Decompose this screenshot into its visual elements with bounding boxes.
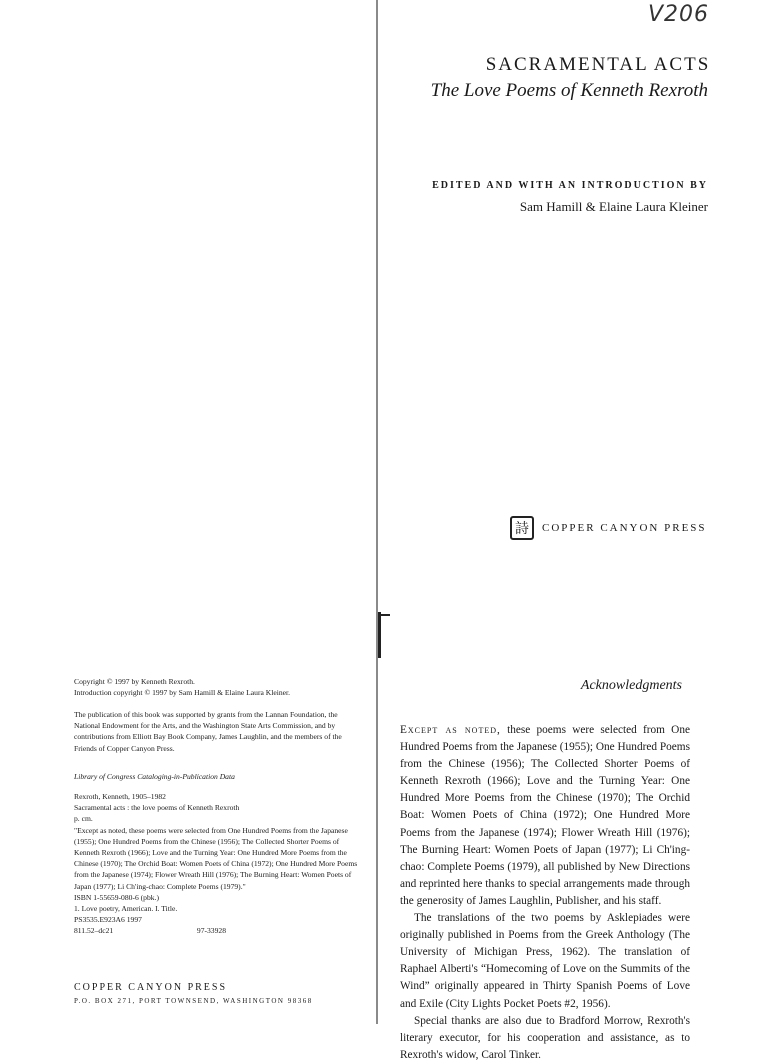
cip-lccn: 97-33928 [196, 926, 226, 936]
introduction-copyright-line: Introduction copyright © 1997 by Sam Hamill & Elaine Laura Kleiner. [74, 688, 291, 698]
handwritten-note: V206 [648, 2, 710, 27]
press-name: COPPER CANYON PRESS [74, 982, 228, 993]
edited-by-label: EDITED AND WITH AN INTRODUCTION BY [432, 180, 708, 191]
cip-heading: Library of Congress Cataloging-in-Publication Data [74, 772, 235, 781]
cip-subjects: 1. Love poetry, American. I. Title. [74, 904, 178, 914]
cip-author: Rexroth, Kenneth, 1905–1982 [74, 792, 166, 801]
editors-names: Sam Hamill & Elaine Laura Kleiner [519, 199, 708, 214]
acknowledgments-paragraph: Special thanks are also due to Bradford Morrow, Rexroth's literary executor, for his cooperation and assistance, as to Rexroth's widow, Carol Tinker. [400, 1014, 690, 1061]
cip-record [74, 791, 364, 937]
support-text: The publication of this book was supported by grants from the Lannan Foundation, the National Endowment for the Arts, and the Washington State Arts Commission, and by contributions from Elliott Bay Book Company, James Laughlin, and the members of the Friends of Copper Canyon Press. [74, 710, 342, 753]
cip-pcm: p. cm. [74, 814, 93, 824]
book-title: SACRAMENTAL ACTS [485, 54, 711, 75]
press-address: P.O. BOX 271, PORT TOWNSEND, WASHINGTON 98368 [74, 997, 313, 1005]
acknowledgments-paragraph: The translations of the two poems by Asklepiades were originally published in Poems from the Greek Anthology (The University of Michigan Press, 1962). The translation of Raphael Alberti's “Homecoming of Love on the Summits of the Wind” originally appeared in Thirty Spanish Poems of Love and Exile (City Lights Pocket Poets #2, 1956). [400, 912, 690, 1010]
cip-title: Sacramental acts : the love poems of Kenneth Rexroth [74, 803, 240, 813]
acknowledgments-body [400, 722, 690, 1064]
copyright-line: Copyright © 1997 by Kenneth Rexroth. [74, 677, 195, 686]
cip-dewey: 811.52–dc21 [74, 926, 114, 936]
cip-classification-row [74, 925, 226, 936]
cip-note: "Except as noted, these poems were selected from One Hundred Poems from the Japanese (1955); One Hundred Poems from the Chinese (1956); The Collected Shorter Poems of Kenneth Rexroth (1966); Love and the Turning Year: One Hundred More Poems from the Chinese (1970); The Orchid Boat: Women Poets of China (1972); One Hundred More Poems from the Japanese (1974); Flower Wreath Hill (1976); The Burning Heart: Women Poets of Japan (1977); Li Ch'ing-chao: Complete Poems (1979)." [74, 825, 358, 891]
copyright-block [74, 676, 364, 698]
publisher-imprint [510, 516, 707, 540]
acknowledgments-paragraph [400, 722, 690, 910]
publisher-seal-icon: 詩 [510, 516, 534, 540]
title-page [378, 0, 768, 1061]
support-statement [74, 709, 364, 754]
acknowledgments-heading: Acknowledgments [580, 678, 682, 693]
paragraph-text: these poems were selected from One Hundred Poems from the Japanese (1955); One Hundred Poems from the Chinese (1956); The Collected Shorter Poems of Kenneth Rexroth (1966); Love and the Turning Year: One Hundred More Poems from the Chinese (1970); The Orchid Boat: Women Poets of China (1972); One Hundred More Poems from the Japanese (1974); Flower Wreath Hill (1976); The Burning Heart: Women Poets of Japan (1977); Li Ch'ing-chao: Complete Poems (1979), all published by New Directions and reprinted here thanks to special arrangements made through the generosity of James Laughlin, Publisher, and his staff. [400, 724, 690, 907]
paragraph-lead-in: Except as noted, [400, 724, 501, 736]
copyright-page [0, 0, 376, 1024]
book-subtitle: The Love Poems of Kenneth Rexroth [430, 80, 708, 101]
publisher-name: COPPER CANYON PRESS [542, 522, 707, 534]
cip-isbn: ISBN 1-55659-080-6 (pbk.) [74, 892, 159, 902]
cip-lc-number: PS3535.E923A6 1997 [74, 915, 142, 925]
